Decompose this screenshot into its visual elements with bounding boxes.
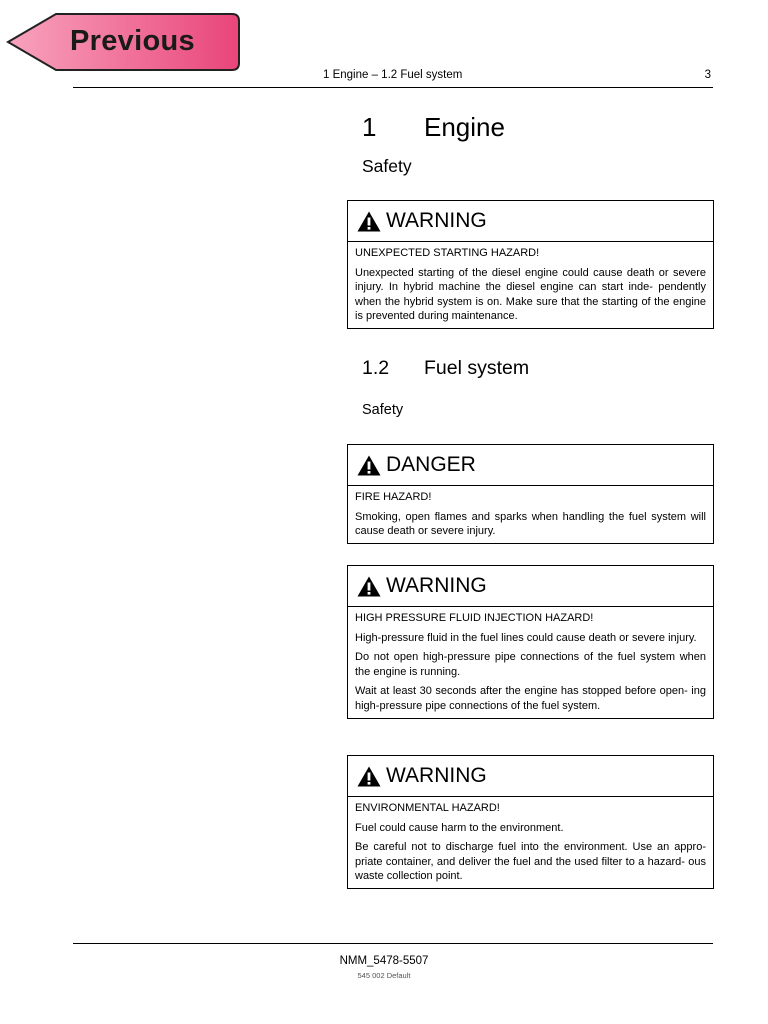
page-header: [73, 69, 713, 88]
notice-paragraph: Do not open high-pressure pipe connections of the fuel system when the engine is running.: [355, 651, 706, 678]
previous-label: Previous: [70, 25, 195, 57]
notice-level: WARNING: [386, 209, 487, 232]
warning-box-high-pressure: [347, 565, 714, 719]
chapter-heading: [362, 112, 505, 143]
notice-body: [348, 242, 713, 328]
warning-triangle-icon: [357, 766, 381, 787]
warning-triangle-icon: [357, 576, 381, 597]
notice-paragraph: Smoking, open flames and sparks when handling the fuel system will cause death or severe injury.: [355, 510, 706, 538]
document-subtitle: 545 002 Default: [357, 971, 411, 980]
notice-level: WARNING: [386, 574, 487, 597]
notice-paragraph: Wait at least 30 seconds after the engine has stopped before open- ing high-pressure pipe connections of the fuel system.: [355, 685, 706, 712]
notice-body: [348, 607, 713, 718]
chapter-safety-heading: Safety: [362, 156, 412, 176]
section-safety-heading: Safety: [362, 402, 404, 418]
previous-button[interactable]: [6, 13, 240, 71]
warning-box-environmental: [347, 755, 714, 889]
section-number: 1.2: [362, 357, 390, 379]
hazard-title: FIRE HAZARD!: [355, 491, 432, 503]
notice-level: DANGER: [386, 453, 476, 476]
notice-body: [348, 797, 713, 888]
notice-paragraph: Fuel could cause harm to the environment.: [355, 821, 564, 834]
hazard-title: ENVIRONMENTAL HAZARD!: [355, 802, 500, 814]
notice-level: WARNING: [386, 764, 487, 787]
warning-box-unexpected-start: [347, 200, 714, 329]
running-title: 1 Engine – 1.2 Fuel system: [323, 69, 463, 81]
notice-paragraph: Unexpected starting of the diesel engine could cause death or severe injury. In hybrid machine the diesel engine can start inde- pendently when the hybrid system is on. Make sure that the starting of the engine is prevented during maintenance.: [355, 266, 706, 323]
notice-body: [348, 486, 713, 543]
notice-title: [348, 756, 713, 797]
notice-title: [348, 566, 713, 607]
warning-triangle-icon: [357, 455, 381, 476]
document-id: NMM_5478-5507: [339, 955, 429, 967]
notice-paragraph: Be careful not to discharge fuel into the environment. Use an appro- priate container, and deliver the fuel and the used filter to a hazard- ous waste collection point.: [355, 841, 706, 883]
hazard-title: HIGH PRESSURE FLUID INJECTION HAZARD!: [355, 612, 594, 624]
page-number: 3: [704, 69, 711, 81]
warning-triangle-icon: [357, 211, 381, 232]
notice-title: [348, 201, 713, 242]
footer-divider: [73, 943, 713, 944]
notice-title: [348, 445, 713, 486]
danger-box-fire: [347, 444, 714, 544]
section-heading: [362, 357, 529, 380]
section-title: Fuel system: [424, 357, 530, 379]
hazard-title: UNEXPECTED STARTING HAZARD!: [355, 247, 540, 259]
notice-paragraph: High-pressure fluid in the fuel lines could cause death or severe injury.: [355, 631, 697, 644]
chapter-title: Engine: [424, 112, 505, 142]
chapter-number: 1: [362, 112, 377, 142]
